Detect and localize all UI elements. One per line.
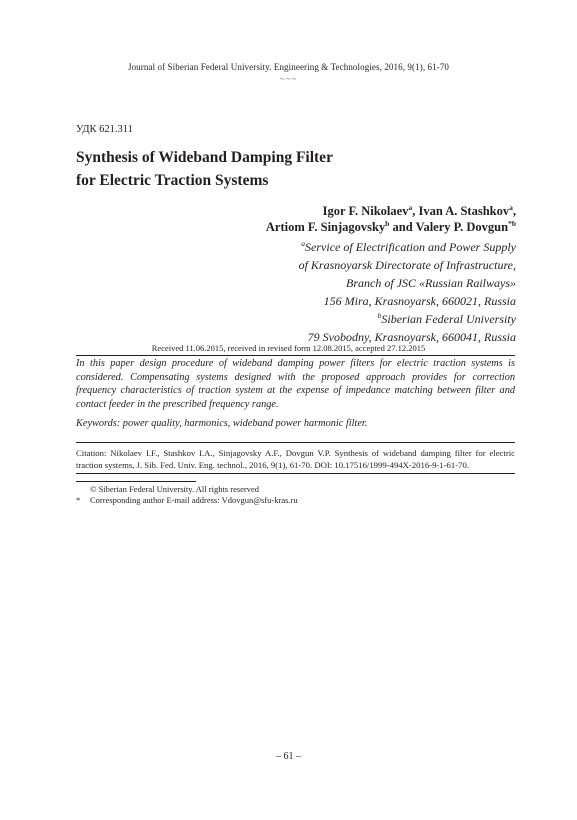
footnotes [76, 484, 298, 506]
affiliation-line: $^a$Service of Electrification and Power Supply [301, 239, 516, 254]
received-dates: Received 11.06.2015, received in revised form 12.08.2015, accepted 27.12.2015 [151, 343, 426, 353]
author-line-1 [266, 203, 516, 219]
author-affiliation-mark: *b [508, 219, 516, 228]
footnote-text: Corresponding author E-mail address: Vdovgun@sfu-kras.ru [90, 495, 298, 505]
page-number: – 61 – [276, 751, 301, 762]
divider [76, 442, 515, 443]
author-affiliation-mark: a [408, 203, 413, 212]
author-affiliation-mark: a [509, 203, 513, 212]
affiliation-mark: b [377, 311, 382, 320]
author-line-2 [266, 219, 516, 235]
title-line-2: for Electric Traction Systems [76, 172, 269, 189]
journal-header: Journal of Siberian Federal University. Engineering & Technologies, 2016, 9(1), 61-70 [127, 62, 450, 72]
keywords: Keywords: power quality, harmonics, wideband power harmonic filter. [76, 418, 368, 429]
header-ornament: ~~~ [279, 74, 298, 84]
divider [76, 355, 515, 356]
affiliation-line: 156 Mira, Krasnoyarsk, 660021, Russia [323, 294, 516, 308]
footnote-text: © Siberian Federal University. All rights reserved [90, 484, 260, 494]
paper-title [76, 146, 333, 192]
footnote-copyright [76, 484, 298, 495]
affiliation-line: Branch of JSC «Russian Railways» [346, 276, 516, 290]
affiliation-line: 79 Svobodny, Krasnoyarsk, 660041, Russia [307, 330, 516, 344]
affiliation-line: of Krasnoyarsk Directorate of Infrastructure, [298, 258, 516, 272]
author-name: Artiom F. Sinjagovsky [265, 220, 386, 234]
footnote-corresponding [76, 495, 298, 506]
author-affiliation-mark: b [385, 219, 390, 228]
affiliations [299, 238, 516, 346]
udk-code: УДК 621.311 [76, 124, 133, 135]
author-name: Igor F. Nikolaev [322, 204, 409, 218]
footnote-mark: * [76, 495, 81, 505]
author-list [266, 203, 516, 235]
author-name: Valery P. Dovgun [415, 220, 509, 234]
author-name: Ivan A. Stashkov [418, 204, 510, 218]
affiliation-mark: a [301, 239, 306, 248]
affiliation-line: $^b$Siberian Federal University [377, 311, 516, 326]
author-separator: , [412, 204, 419, 218]
citation: Citation: Nikolaev I.F., Stashkov I.A., Sinjagovsky A.F., Dovgun V.P. Synthesis of wideband damping filter for electric traction systems, J. Sib. Fed. Univ. Eng. technol., 2016, 9(1), 61-70. DOI: 10.17516/1999-494X-2016-9-1-61-70. [76, 448, 515, 470]
author-separator: and [389, 220, 416, 234]
divider [76, 473, 515, 474]
abstract: In this paper design procedure of wideband damping power filters for electric traction systems is considered. Compensating systems designed with the proposed approach provides for correction frequency characteristics of traction system at the expense of impedance matching between filter and contact feeder in the prescribed frequency range. [76, 358, 515, 411]
footnote-divider [76, 481, 196, 482]
author-separator: , [512, 204, 516, 218]
footnote-mark [76, 484, 90, 495]
title-line-1: Synthesis of Wideband Damping Filter [76, 149, 333, 166]
